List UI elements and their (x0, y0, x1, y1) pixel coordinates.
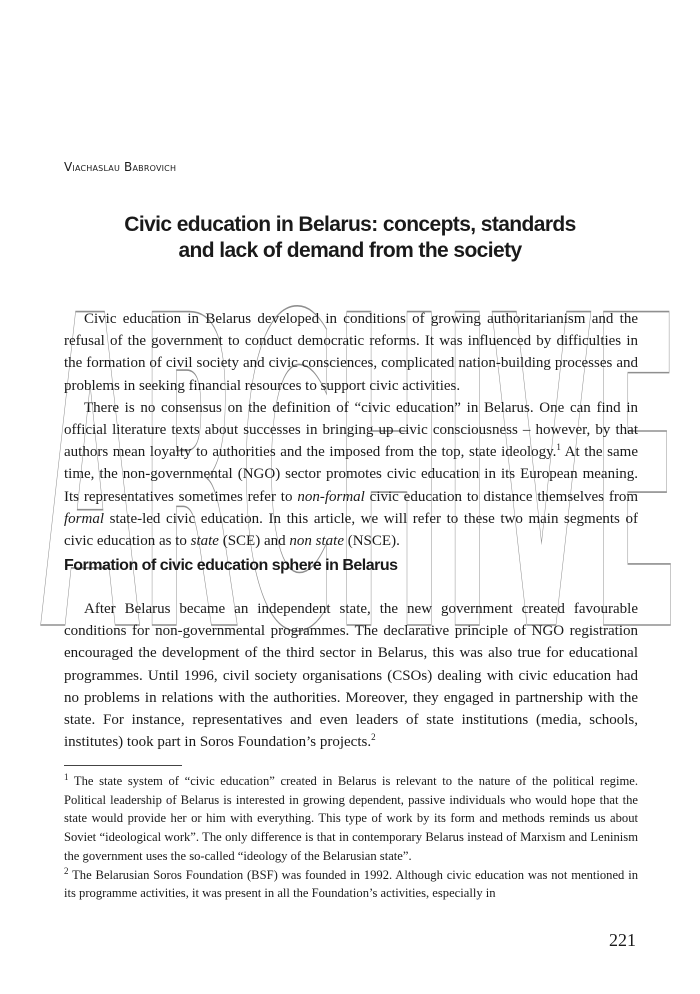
emphasis: non state (289, 533, 344, 550)
text-run: (NSCE). (343, 533, 400, 550)
section-text (64, 598, 638, 753)
footnote-divider (64, 765, 182, 766)
section-heading: Formation of civic education sphere in Belarus (64, 557, 398, 574)
footnotes (64, 772, 638, 903)
footnote-1 (64, 772, 638, 866)
text-run: (SCE) and (218, 533, 290, 550)
author-name: Viachaslau Babrovich (64, 160, 177, 174)
emphasis: state (190, 533, 219, 550)
footnote-number: 2 (64, 865, 69, 876)
article-title-line-2: and lack of demand from the society (178, 239, 522, 262)
footnote-ref-2[interactable]: 2 (371, 732, 376, 743)
emphasis: non-formal (297, 488, 365, 505)
intro-paragraph-2 (64, 397, 638, 552)
intro-paragraph-1: Civic education in Belarus developed in conditions of growing authoritarianism and the refusal of the government to conduct democratic reforms. It was influenced by difficulties in the formation of civil society and civic consciences, complicated nation-building processes and problems in seeking financial resources to support civic activities. (64, 311, 638, 394)
page-number: 221 (609, 930, 636, 950)
emphasis: formal (64, 510, 105, 527)
footnote-2 (64, 866, 638, 903)
footnote-text: The state system of “civic education” created in Belarus is relevant to the nature of the political regime. Political leadership of Belarus is interested in growing dependent, passive individuals who would hope that the state would provide her or him with everything. This type of work by its form and methods reminds us about Soviet “ideological work”. The only difference is that in contemporary Belarus instead of Marxism and Leninism the government uses the so-called “ideology of the Belarusian state”. (64, 774, 638, 863)
article-title-line-1: Civic education in Belarus: concepts, standards (124, 213, 576, 236)
text-run: After Belarus became an independent state, the new government created favourable conditions for non-governmental programmes. The declarative principle of NGO registration encouraged the development of the third sector in Belarus, this was also true for educational programmes. Until 1996, civil society organisations (CSOs) dealing with civic education had no problems in relations with the authorities. Moreover, they engaged in partnership with the state. For instance, representatives and even leaders of state institutions (media, schools, institutes) took part in Soros Foundation’s projects. (64, 601, 638, 751)
text-run: civic education to distance themselves from (364, 488, 638, 505)
intro-text (64, 308, 638, 552)
text-run: There is no consensus on the definition of “civic education” in Belarus. One can find in official literature texts about successes in bringing up civic consciousness – however, by that authors mean loyalty to authorities and the imposed from the top, state ideology. (64, 399, 638, 461)
footnote-text: The Belarusian Soros Foundation (BSF) was founded in 1992. Although civic education was not mentioned in its programme activities, it was present in all the Foundation’s activities, especially in (64, 867, 638, 901)
text-run: At the same time, the non-governmental (NGO) sector promotes civic education in its European meaning. Its representatives sometimes refer to (64, 444, 638, 505)
text-run: state-led civic education. In this article, we will refer to these two main segments of civic education as to (64, 510, 638, 550)
footnote-number: 1 (64, 771, 69, 782)
article-title (60, 212, 640, 264)
section-paragraph-1 (64, 598, 638, 753)
footnote-ref-1[interactable]: 1 (556, 442, 561, 453)
svg-text:ARCHIVE: ARCHIVE (40, 230, 680, 650)
